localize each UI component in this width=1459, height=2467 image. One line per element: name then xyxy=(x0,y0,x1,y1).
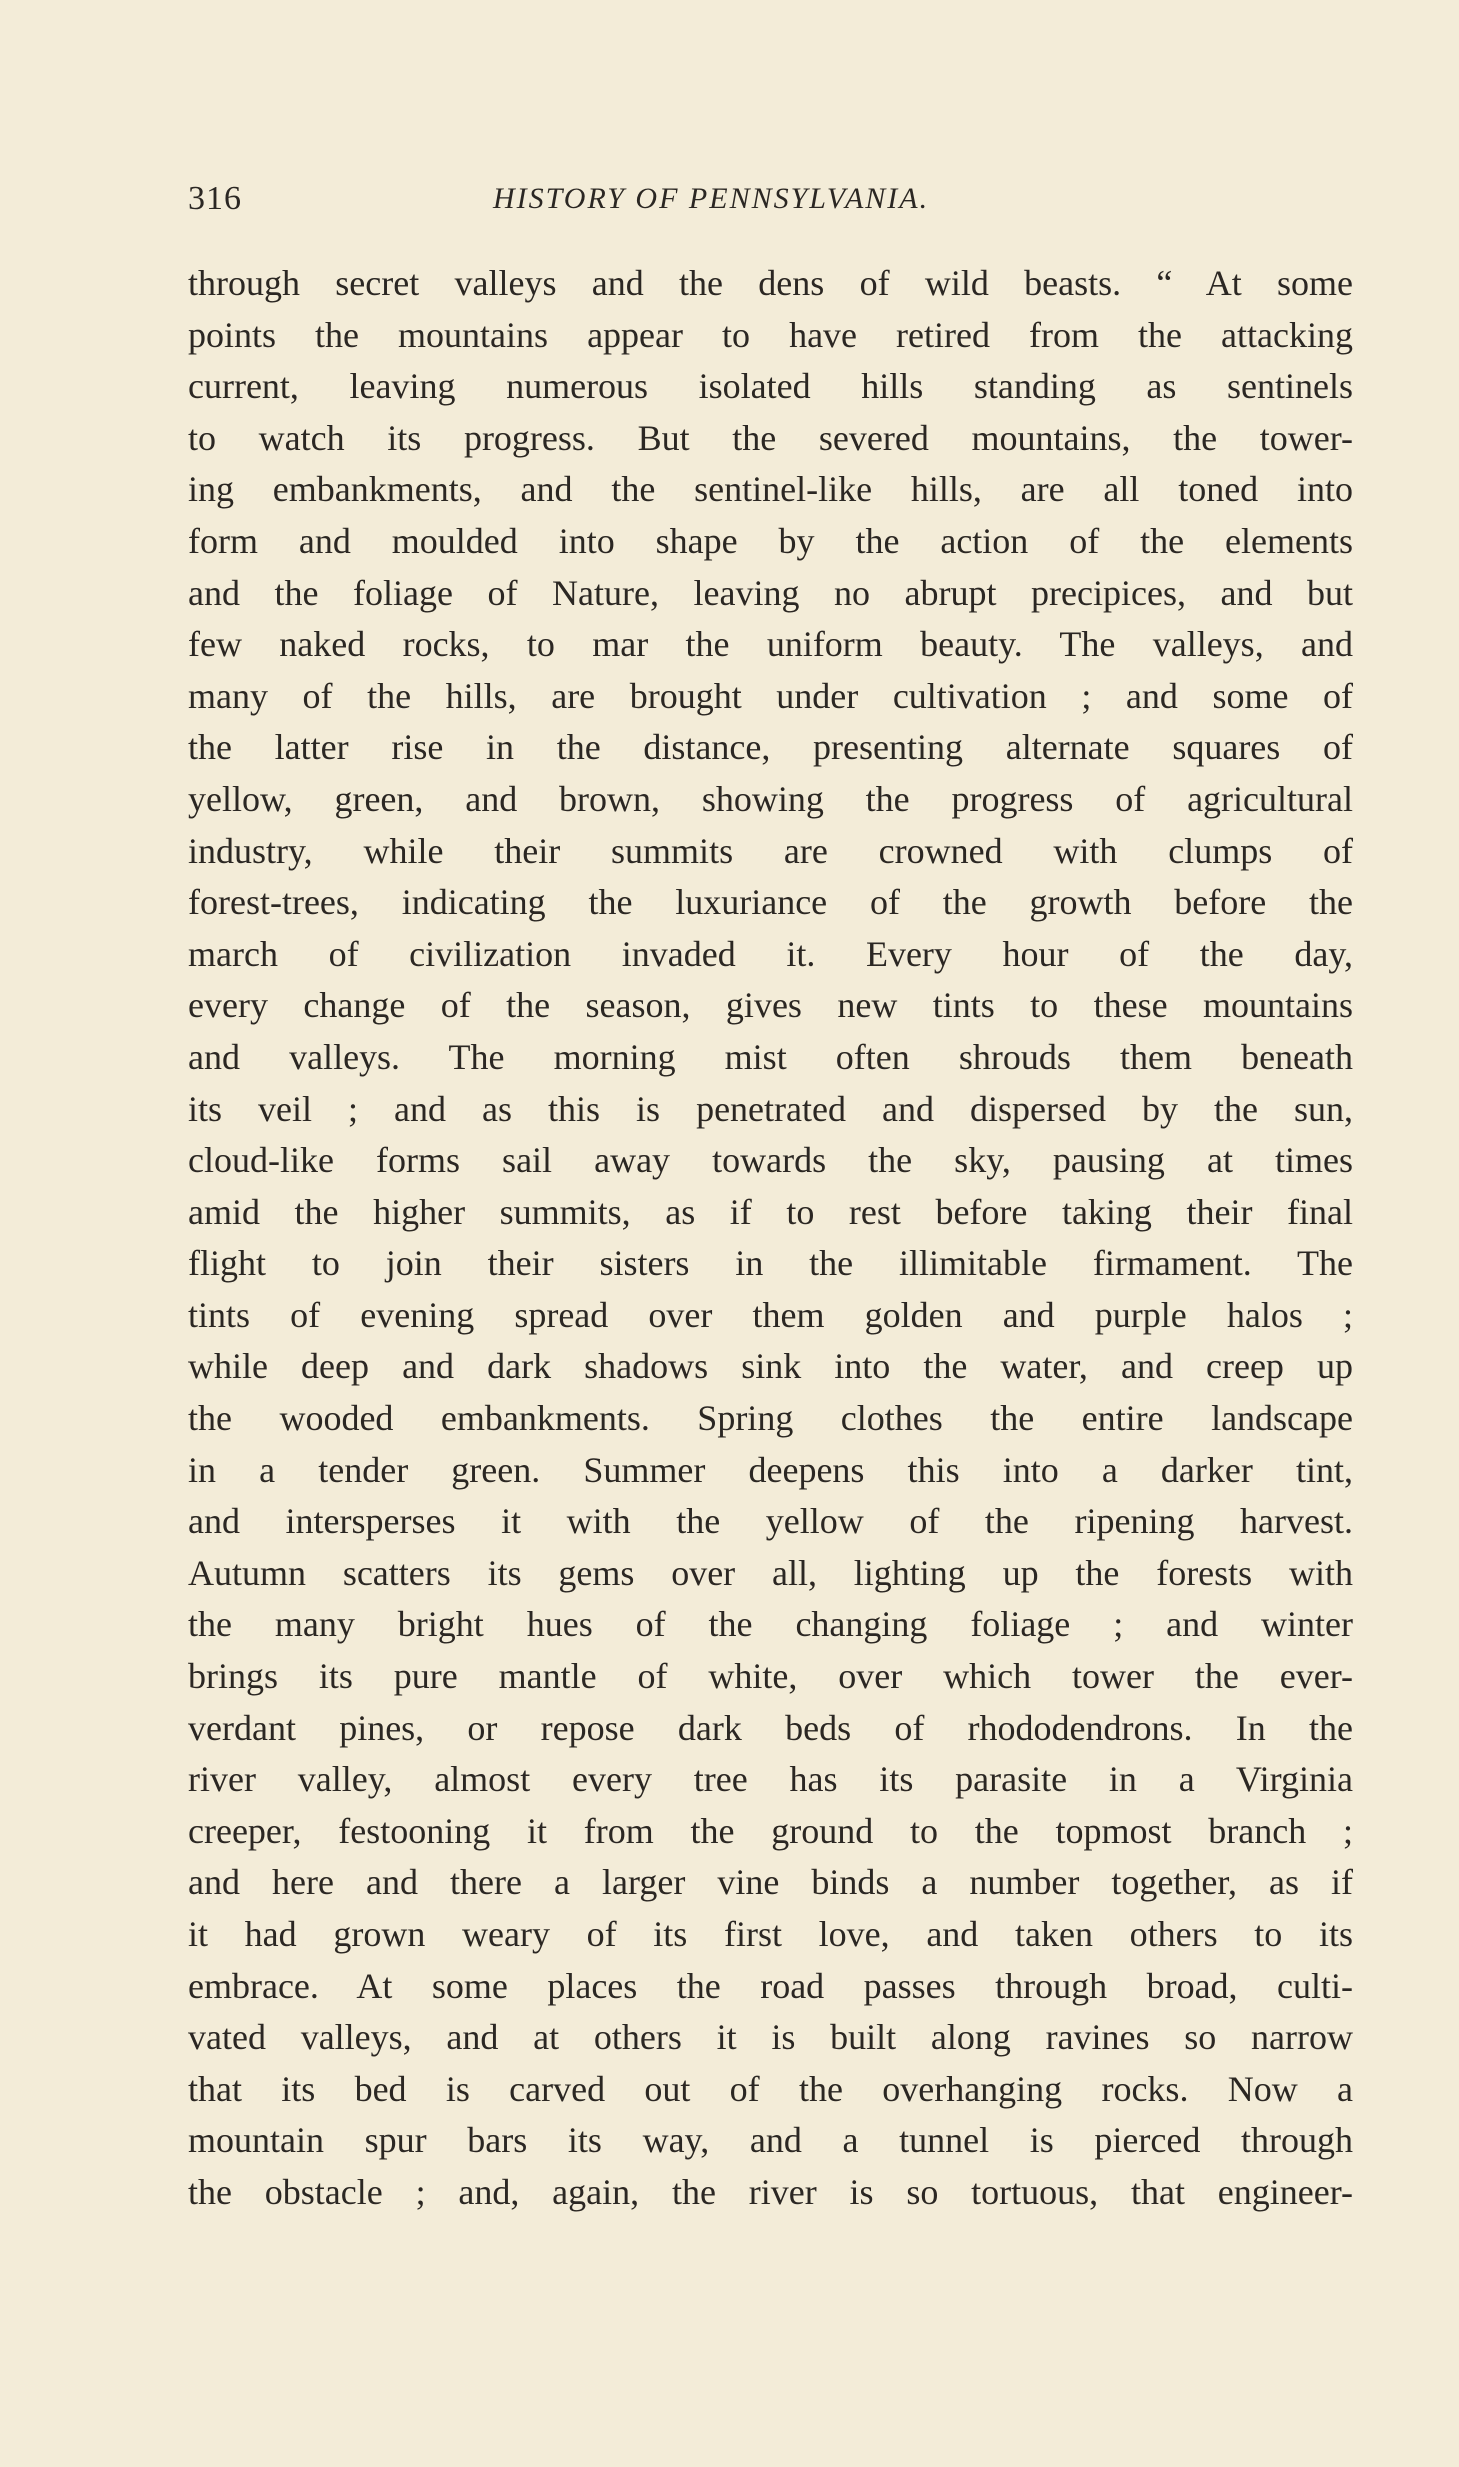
text-line: it had grown weary of its first love, and taken others to its xyxy=(188,1914,1353,1954)
text-line: the obstacle ; and, again, the river is so tortuous, that engineer- xyxy=(188,2171,1353,2212)
text-line: industry, while their summits are crowned with clumps of xyxy=(188,830,1353,871)
text-line: river valley, almost every tree has its parasite in a Virginia xyxy=(188,1759,1353,1800)
text-line: in a tender green. Summer deepens this into a darker tint, xyxy=(188,1449,1353,1490)
text-line: every change of the season, gives new tints to these mountains xyxy=(188,985,1353,1026)
text-line: the many bright hues of the changing foliage ; and winter xyxy=(188,1604,1353,1645)
text-line: and here and there a larger vine binds a number together, as if xyxy=(188,1862,1353,1903)
text-line: current, leaving numerous isolated hills standing as sentinels xyxy=(188,366,1353,407)
text-line: amid the higher summits, as if to rest before taking their final xyxy=(188,1191,1353,1232)
body-text xyxy=(188,258,1353,2219)
text-line: verdant pines, or repose dark beds of rhododendrons. In the xyxy=(188,1707,1353,1748)
text-line: cloud-like forms sail away towards the sky, pausing at times xyxy=(188,1140,1353,1181)
text-line: to watch its progress. But the severed mountains, the tower- xyxy=(188,417,1353,458)
text-line: creeper, festooning it from the ground to the topmost branch ; xyxy=(188,1810,1353,1851)
text-line: its veil ; and as this is penetrated and dispersed by the sun, xyxy=(188,1088,1353,1129)
text-line: the latter rise in the distance, presenting alternate squares of xyxy=(188,727,1353,768)
text-line: march of civilization invaded it. Every hour of the day, xyxy=(188,933,1353,974)
text-line: vated valleys, and at others it is built along ravines so narrow xyxy=(188,2017,1353,2058)
text-line: form and moulded into shape by the action of the elements xyxy=(188,520,1353,561)
text-line: flight to join their sisters in the illimitable firmament. The xyxy=(188,1243,1353,1284)
text-line: and valleys. The morning mist often shrouds them beneath xyxy=(188,1036,1353,1077)
text-line: that its bed is carved out of the overhanging rocks. Now a xyxy=(188,2068,1353,2109)
text-line: many of the hills, are brought under cultivation ; and some of xyxy=(188,675,1353,716)
text-line: mountain spur bars its way, and a tunnel is pierced through xyxy=(188,2120,1353,2161)
text-line: embrace. At some places the road passes through broad, culti- xyxy=(188,1965,1353,2006)
text-line: points the mountains appear to have retired from the attacking xyxy=(188,314,1353,355)
text-line: Autumn scatters its gems over all, lighting up the forests with xyxy=(188,1552,1353,1593)
text-line: forest-trees, indicating the luxuriance of the growth before the xyxy=(188,882,1353,923)
running-header xyxy=(188,180,1373,232)
text-line: tints of evening spread over them golden and purple halos ; xyxy=(188,1294,1353,1335)
text-line: yellow, green, and brown, showing the progress of agricultural xyxy=(188,778,1353,819)
text-line: brings its pure mantle of white, over which tower the ever- xyxy=(188,1656,1353,1697)
text-line: while deep and dark shadows sink into the water, and creep up xyxy=(188,1346,1353,1387)
text-line: through secret valleys and the dens of wild beasts. “ At some xyxy=(188,263,1353,303)
text-line: and the foliage of Nature, leaving no abrupt precipices, and but xyxy=(188,572,1353,613)
text-line: few naked rocks, to mar the uniform beauty. The valleys, and xyxy=(188,624,1353,665)
text-line: and intersperses it with the yellow of the ripening harvest. xyxy=(188,1501,1353,1542)
text-line: ing embankments, and the sentinel-like hills, are all toned into xyxy=(188,469,1353,510)
page-number: 316 xyxy=(188,180,242,217)
running-title: HISTORY OF PENNSYLVANIA. xyxy=(493,182,930,215)
text-line: the wooded embankments. Spring clothes the entire landscape xyxy=(188,1398,1353,1439)
